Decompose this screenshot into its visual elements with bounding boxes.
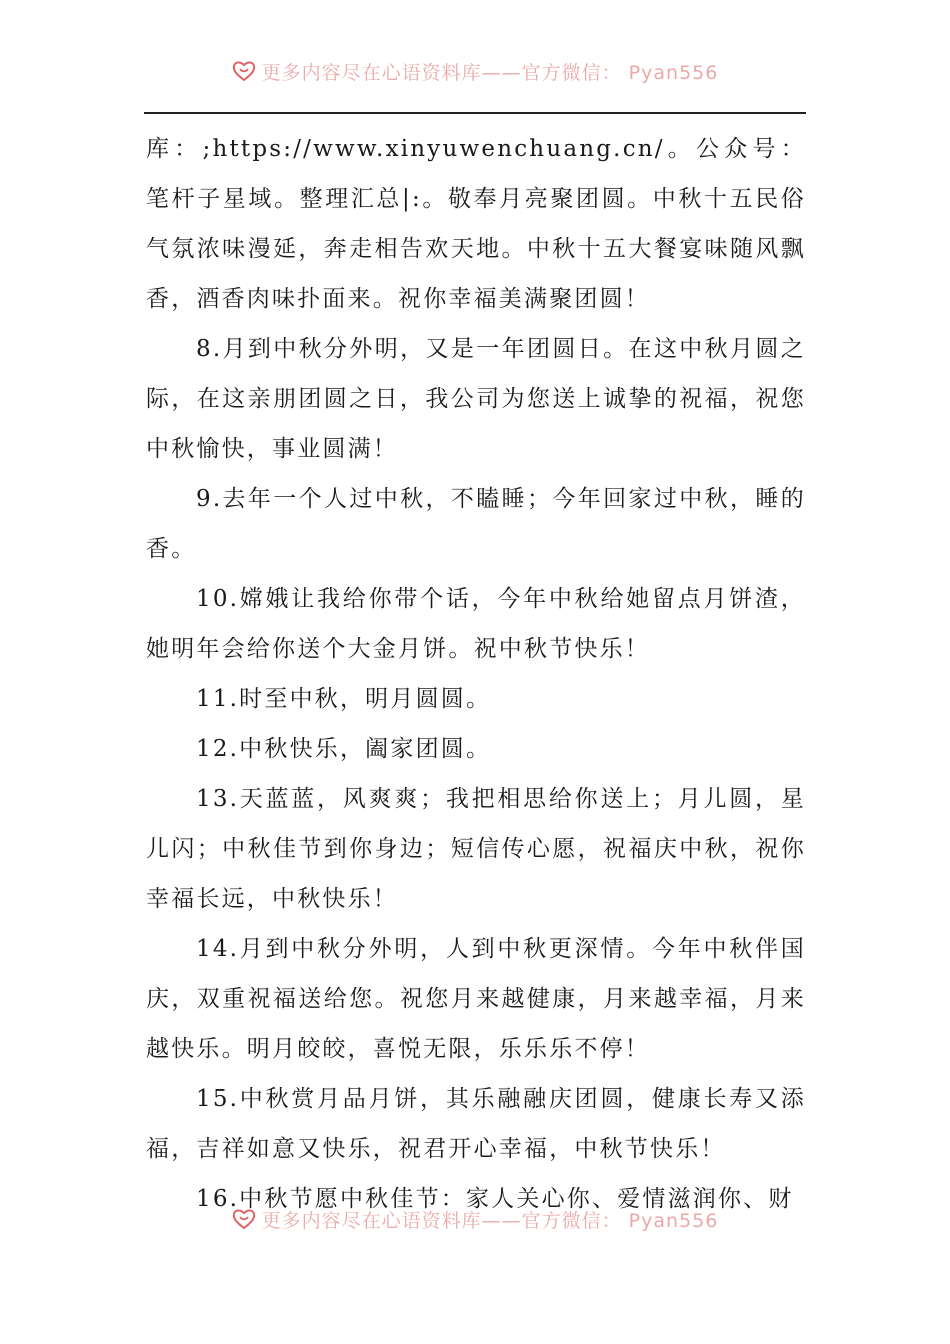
paragraph: 11.时至中秋，明月圆圆。 bbox=[196, 686, 492, 712]
watermark-text: 更多内容尽在心语资料库——官方微信： Pyan556 bbox=[261, 1210, 719, 1232]
footer-watermark bbox=[0, 1206, 950, 1235]
paragraph: 库：;https://www.xinyuwenchuang.cn/。公众号：笔杆子星域。整理汇总|:。敬奉月亮聚团圆。中秋十五民俗气氛浓味漫延，奔走相告欢天地。中秋十五大餐宴味随风飘香，酒香肉味扑面来。祝你幸福美满聚团圆！ bbox=[146, 136, 806, 312]
heart-logo-icon bbox=[232, 1208, 256, 1235]
heart-logo-icon bbox=[232, 60, 256, 87]
header-divider bbox=[144, 112, 806, 114]
watermark-text: 更多内容尽在心语资料库——官方微信： Pyan556 bbox=[261, 62, 719, 84]
paragraph: 13.天蓝蓝，风爽爽；我把相思给你送上；月儿圆，星儿闪；中秋佳节到你身边；短信传心愿，祝福庆中秋，祝你幸福长远，中秋快乐！ bbox=[146, 786, 806, 912]
paragraph: 12.中秋快乐，阖家团圆。 bbox=[196, 736, 492, 762]
paragraph: 8.月到中秋分外明，又是一年团圆日。在这中秋月圆之际，在这亲朋团圆之日，我公司为您送上诚挚的祝福，祝您中秋愉快，事业圆满！ bbox=[146, 336, 806, 462]
paragraph: 14.月到中秋分外明，人到中秋更深情。今年中秋伴国庆，双重祝福送给您。祝您月来越健康，月来越幸福，月来越快乐。明月皎皎，喜悦无限，乐乐乐不停！ bbox=[146, 936, 806, 1062]
document-body bbox=[146, 124, 806, 1224]
paragraph: 15.中秋赏月品月饼，其乐融融庆团圆，健康长寿又添福，吉祥如意又快乐，祝君开心幸福，中秋节快乐！ bbox=[146, 1086, 806, 1162]
paragraph: 9.去年一个人过中秋，不瞌睡；今年回家过中秋，睡的香。 bbox=[146, 486, 806, 562]
header-watermark bbox=[0, 58, 950, 87]
paragraph: 16.中秋节愿中秋佳节：家人关心你、爱情滋润你、财 bbox=[196, 1186, 794, 1212]
paragraph: 10.嫦娥让我给你带个话，今年中秋给她留点月饼渣，她明年会给你送个大金月饼。祝中秋节快乐！ bbox=[146, 586, 806, 662]
